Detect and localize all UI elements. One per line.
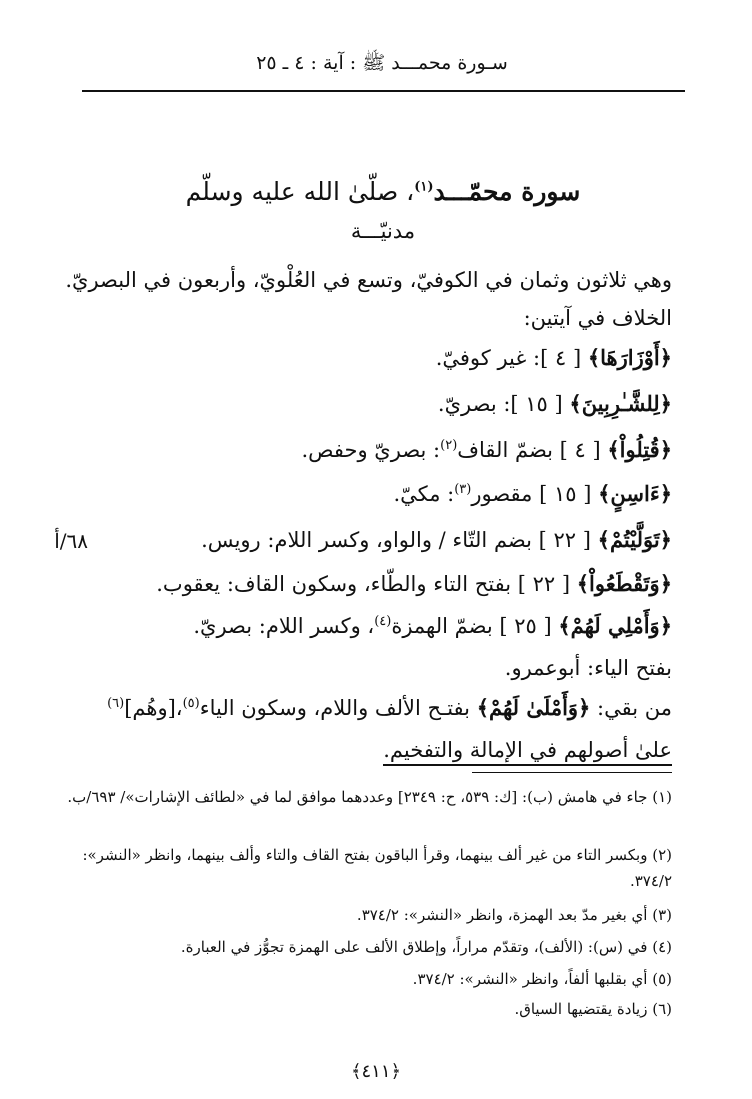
footnote-ref: (٤)	[374, 614, 392, 629]
footnote-ref: (٦)	[107, 696, 125, 711]
verse-word: ﴿قُتِلُواْ﴾	[607, 437, 672, 462]
variant-detail: ، وكسر اللام: بصريّ.	[193, 614, 375, 638]
footnote: (١) جاء في هامش (ب): [ك: ٥٣٩، ح: ٢٣٤٩] وعددهما موافق لما في «لطائف الإشارات»/ ٦٩٣/ب.	[67, 788, 672, 806]
variant-detail: [ ٤ ]: غير كوفيّ.	[435, 346, 588, 370]
verse-word: ﴿وَأَمْلَىٰ لَهُمْ﴾	[476, 695, 591, 720]
running-header: سـورة محمـــد ﷺ : آية : ٤ ـ ٢٥	[256, 52, 508, 74]
closing-line	[62, 732, 672, 768]
header-divider	[82, 90, 685, 92]
variant-detail: : بصريّ وحفص.	[301, 438, 441, 462]
footnote: (٣) أي بغير مدّ بعد الهمزة، وانظر «النشر»: ٣٧٤/٢.	[356, 906, 672, 924]
variant-line	[62, 566, 672, 602]
verse-word: ﴿لِلشَّـٰرِبِينَ﴾	[569, 391, 672, 416]
variant-line	[62, 340, 672, 376]
page-number: ﴿٤١١﴾	[350, 1061, 402, 1082]
verse-word: ﴿أَوْزَارَهَا﴾	[587, 345, 672, 370]
variant-line	[62, 522, 672, 558]
footnote-ref: (٢)	[440, 438, 458, 453]
variant-line	[62, 432, 672, 468]
variant-detail: بفتـح الألف واللام، وسكون الياء	[199, 696, 477, 720]
variant-detail: [ ٢٢ ] بضم التّاء / والواو، وكسر اللام: رويس.	[201, 528, 598, 552]
baqi-intro: من بقي:	[590, 696, 672, 720]
footnote-divider	[472, 772, 672, 773]
variant-line	[62, 608, 672, 644]
footnote-ref: (١)	[414, 179, 434, 195]
variant-detail: : مكيّ.	[393, 482, 455, 506]
variant-detail: [ ٤ ] بضمّ القاف	[457, 438, 608, 462]
ya-line: بفتح الياء: أبوعمرو.	[504, 656, 672, 680]
variant-detail: [ ١٥ ] مقصور	[471, 482, 599, 506]
variant-line	[62, 386, 672, 422]
footnote: (٢) وبكسر التاء من غير ألف بينهما، وقرأ الباقون بفتح القاف والتاء وألف بينهما، وانظر «النشر»: ٣٧٤/٢.	[82, 846, 672, 890]
variant-detail: [ ٢٥ ] بضمّ الهمزة	[391, 614, 559, 638]
khilaf-heading: الخلاف في آيتين:	[523, 306, 672, 330]
revelation-type: مدنيّـــة	[350, 219, 416, 243]
footnote: (٦) زيادة يقتضيها السياق.	[514, 1000, 672, 1018]
closing-text: علىٰ أصولهم في الإمالة والتفخيم.	[383, 738, 672, 766]
footnote: (٥) أي بقلبها ألفاً، وانظر «النشر»: ٣٧٤/٢.	[412, 970, 672, 988]
verse-count-line: وهي ثلاثون وثمان في الكوفيّ، وتسع في العُلْويّ، وأربعون في البصريّ.	[65, 268, 672, 292]
variant-line	[62, 476, 672, 512]
manuscript-folio-ref: ٦٨/أ	[54, 529, 88, 553]
surah-title	[82, 172, 684, 212]
variant-detail: [ ٢٢ ] بفتح التاء والطّاء، وسكون القاف: يعقوب.	[156, 572, 577, 596]
footnote-ref: (٣)	[454, 482, 472, 497]
variant-detail: [ ١٥ ]: بصريّ.	[437, 392, 570, 416]
baqi-line	[62, 690, 672, 726]
verse-word: ﴿ءَاسِنٍ﴾	[598, 481, 672, 506]
verse-word: ﴿تَوَلَّيْتُمْ﴾	[597, 527, 672, 552]
footnote-ref: (٥)	[182, 696, 200, 711]
verse-word: ﴿وَتَقْطَعُواْ﴾	[576, 571, 672, 596]
variant-detail: ،[وهُم]	[124, 696, 183, 720]
salutation: ، صلّىٰ الله عليه وسلّم	[185, 177, 415, 206]
surah-name: سورة محمّـــد	[433, 177, 581, 206]
verse-word: ﴿وَأَمْلِي لَهُمْ﴾	[558, 613, 672, 638]
footnote: (٤) في (س): (الألف)، وتقدّم مراراً، وإطلاق الألف على الهمزة تجوُّز في العبارة.	[180, 938, 672, 956]
